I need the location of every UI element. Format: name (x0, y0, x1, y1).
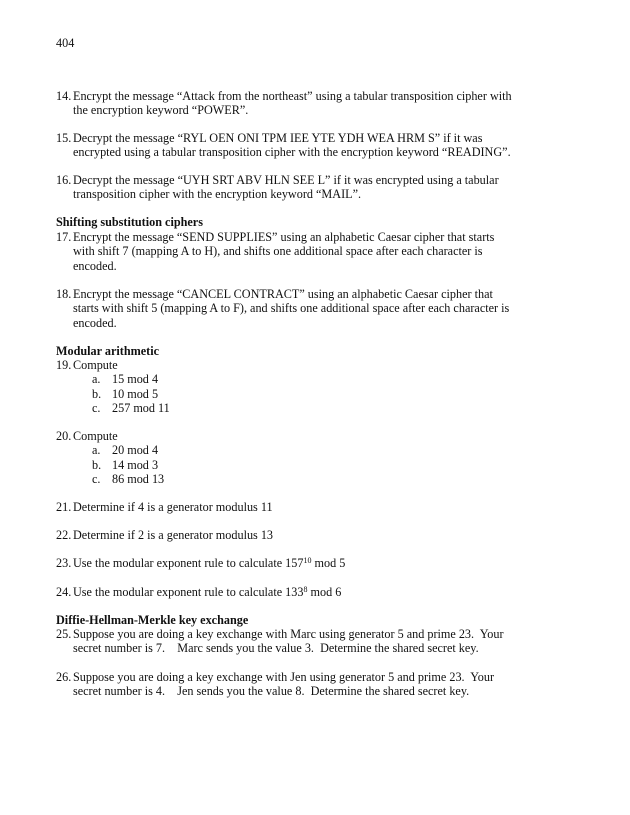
problem-text-line: Encrypt the message “CANCEL CONTRACT” using an alphabetic Caesar cipher that (73, 287, 493, 301)
section-heading-modular: Modular arithmetic (56, 344, 160, 358)
problem-text: Use the modular exponent rule to calculate 133 (73, 585, 304, 599)
sub-item (92, 472, 536, 486)
problem-25 (56, 627, 536, 656)
section-heading-diffie-hellman: Diffie-Hellman-Merkle key exchange (56, 613, 249, 627)
problem-text-line: encrypted using a tabular transposition cipher with the encryption keyword “READING”. (73, 145, 511, 160)
problem-text: Use the modular exponent rule to calculate 157 (73, 556, 304, 570)
problem-text-line: secret number is 7. Marc sends you the value 3. Determine the shared secret key. (73, 641, 479, 656)
problem-number: 26. (56, 670, 72, 684)
problem-text-line: Encrypt the message “Attack from the northeast” using a tabular transposition cipher with (73, 89, 512, 103)
problem-14 (56, 89, 536, 118)
problem-21 (56, 500, 536, 514)
problem-text-line (73, 556, 536, 570)
problem-text-line: Compute (73, 358, 118, 372)
problem-number: 14. (56, 89, 72, 103)
problem-text-line: Decrypt the message “RYL OEN ONI TPM IEE YTE YDH WEA HRM S” if it was (73, 131, 483, 145)
problem-24 (56, 585, 536, 599)
problem-text-line: Suppose you are doing a key exchange with Jen using generator 5 and prime 23. Your (73, 670, 495, 684)
exponent: 10 (303, 556, 312, 565)
sub-item-label: c. (92, 472, 101, 487)
problem-number: 18. (56, 287, 72, 301)
problem-number: 15. (56, 131, 72, 145)
sub-item (92, 372, 536, 386)
problem-15 (56, 131, 536, 160)
sub-item-label: a. (92, 443, 101, 458)
problem-26 (56, 670, 536, 699)
problem-number: 19. (56, 358, 72, 372)
problem-20 (56, 429, 536, 487)
problem-number: 25. (56, 627, 72, 641)
problem-18 (56, 287, 536, 330)
problem-text-line: encoded. (73, 315, 117, 330)
page-number: 404 (56, 36, 75, 50)
sub-item-label: a. (92, 372, 101, 387)
sub-item (92, 387, 536, 401)
exponent: 8 (303, 585, 308, 594)
problem-text-line: Suppose you are doing a key exchange with Marc using generator 5 and prime 23. Your (73, 627, 504, 641)
problem-text-line: starts with shift 5 (mapping A to F), and shifts one additional space after each character is (73, 301, 510, 316)
sub-item (92, 458, 536, 472)
sub-item-label: b. (92, 386, 102, 401)
problem-17 (56, 230, 536, 273)
problem-text-line: Encrypt the message “SEND SUPPLIES” using an alphabetic Caesar cipher that starts (73, 230, 495, 244)
problem-22 (56, 528, 536, 542)
problem-text: mod 6 (307, 585, 342, 599)
sub-item (92, 401, 536, 415)
problem-text-line: with shift 7 (mapping A to H), and shifts one additional space after each character is (73, 244, 483, 259)
problem-text-line: Determine if 2 is a generator modulus 13 (73, 528, 274, 542)
problem-text-line (73, 585, 536, 599)
problem-number: 17. (56, 230, 72, 244)
problem-23 (56, 556, 536, 570)
sub-item-text: 20 mod 4 (112, 443, 159, 458)
sub-item-text: 10 mod 5 (112, 386, 159, 401)
sub-item-text: 15 mod 4 (112, 372, 159, 387)
problem-text-line: Compute (73, 429, 118, 443)
problem-number: 21. (56, 500, 72, 514)
sub-item-text: 14 mod 3 (112, 457, 159, 472)
problem-19 (56, 358, 536, 416)
problem-number: 24. (56, 585, 72, 599)
sub-item-text: 257 mod 11 (112, 401, 170, 416)
problem-text-line: encoded. (73, 258, 117, 273)
problem-text-line: transposition cipher with the encryption keyword “MAIL”. (73, 187, 362, 202)
problem-number: 22. (56, 528, 72, 542)
sub-item-text: 86 mod 13 (112, 472, 165, 487)
section-heading-shifting: Shifting substitution ciphers (56, 215, 203, 229)
problem-16 (56, 173, 536, 202)
problem-text-line: secret number is 4. Jen sends you the value 8. Determine the shared secret key. (73, 684, 470, 699)
problem-text: mod 5 (311, 556, 346, 570)
sub-item-label: b. (92, 457, 102, 472)
problem-text-line: the encryption keyword “POWER”. (73, 103, 249, 118)
problem-number: 20. (56, 429, 72, 443)
sub-item (92, 443, 536, 457)
problem-number: 23. (56, 556, 72, 570)
problem-text-line: Decrypt the message “UYH SRT ABV HLN SEE L” if it was encrypted using a tabular (73, 173, 499, 187)
problem-number: 16. (56, 173, 72, 187)
problem-text-line: Determine if 4 is a generator modulus 11 (73, 500, 273, 514)
sub-item-label: c. (92, 401, 101, 416)
